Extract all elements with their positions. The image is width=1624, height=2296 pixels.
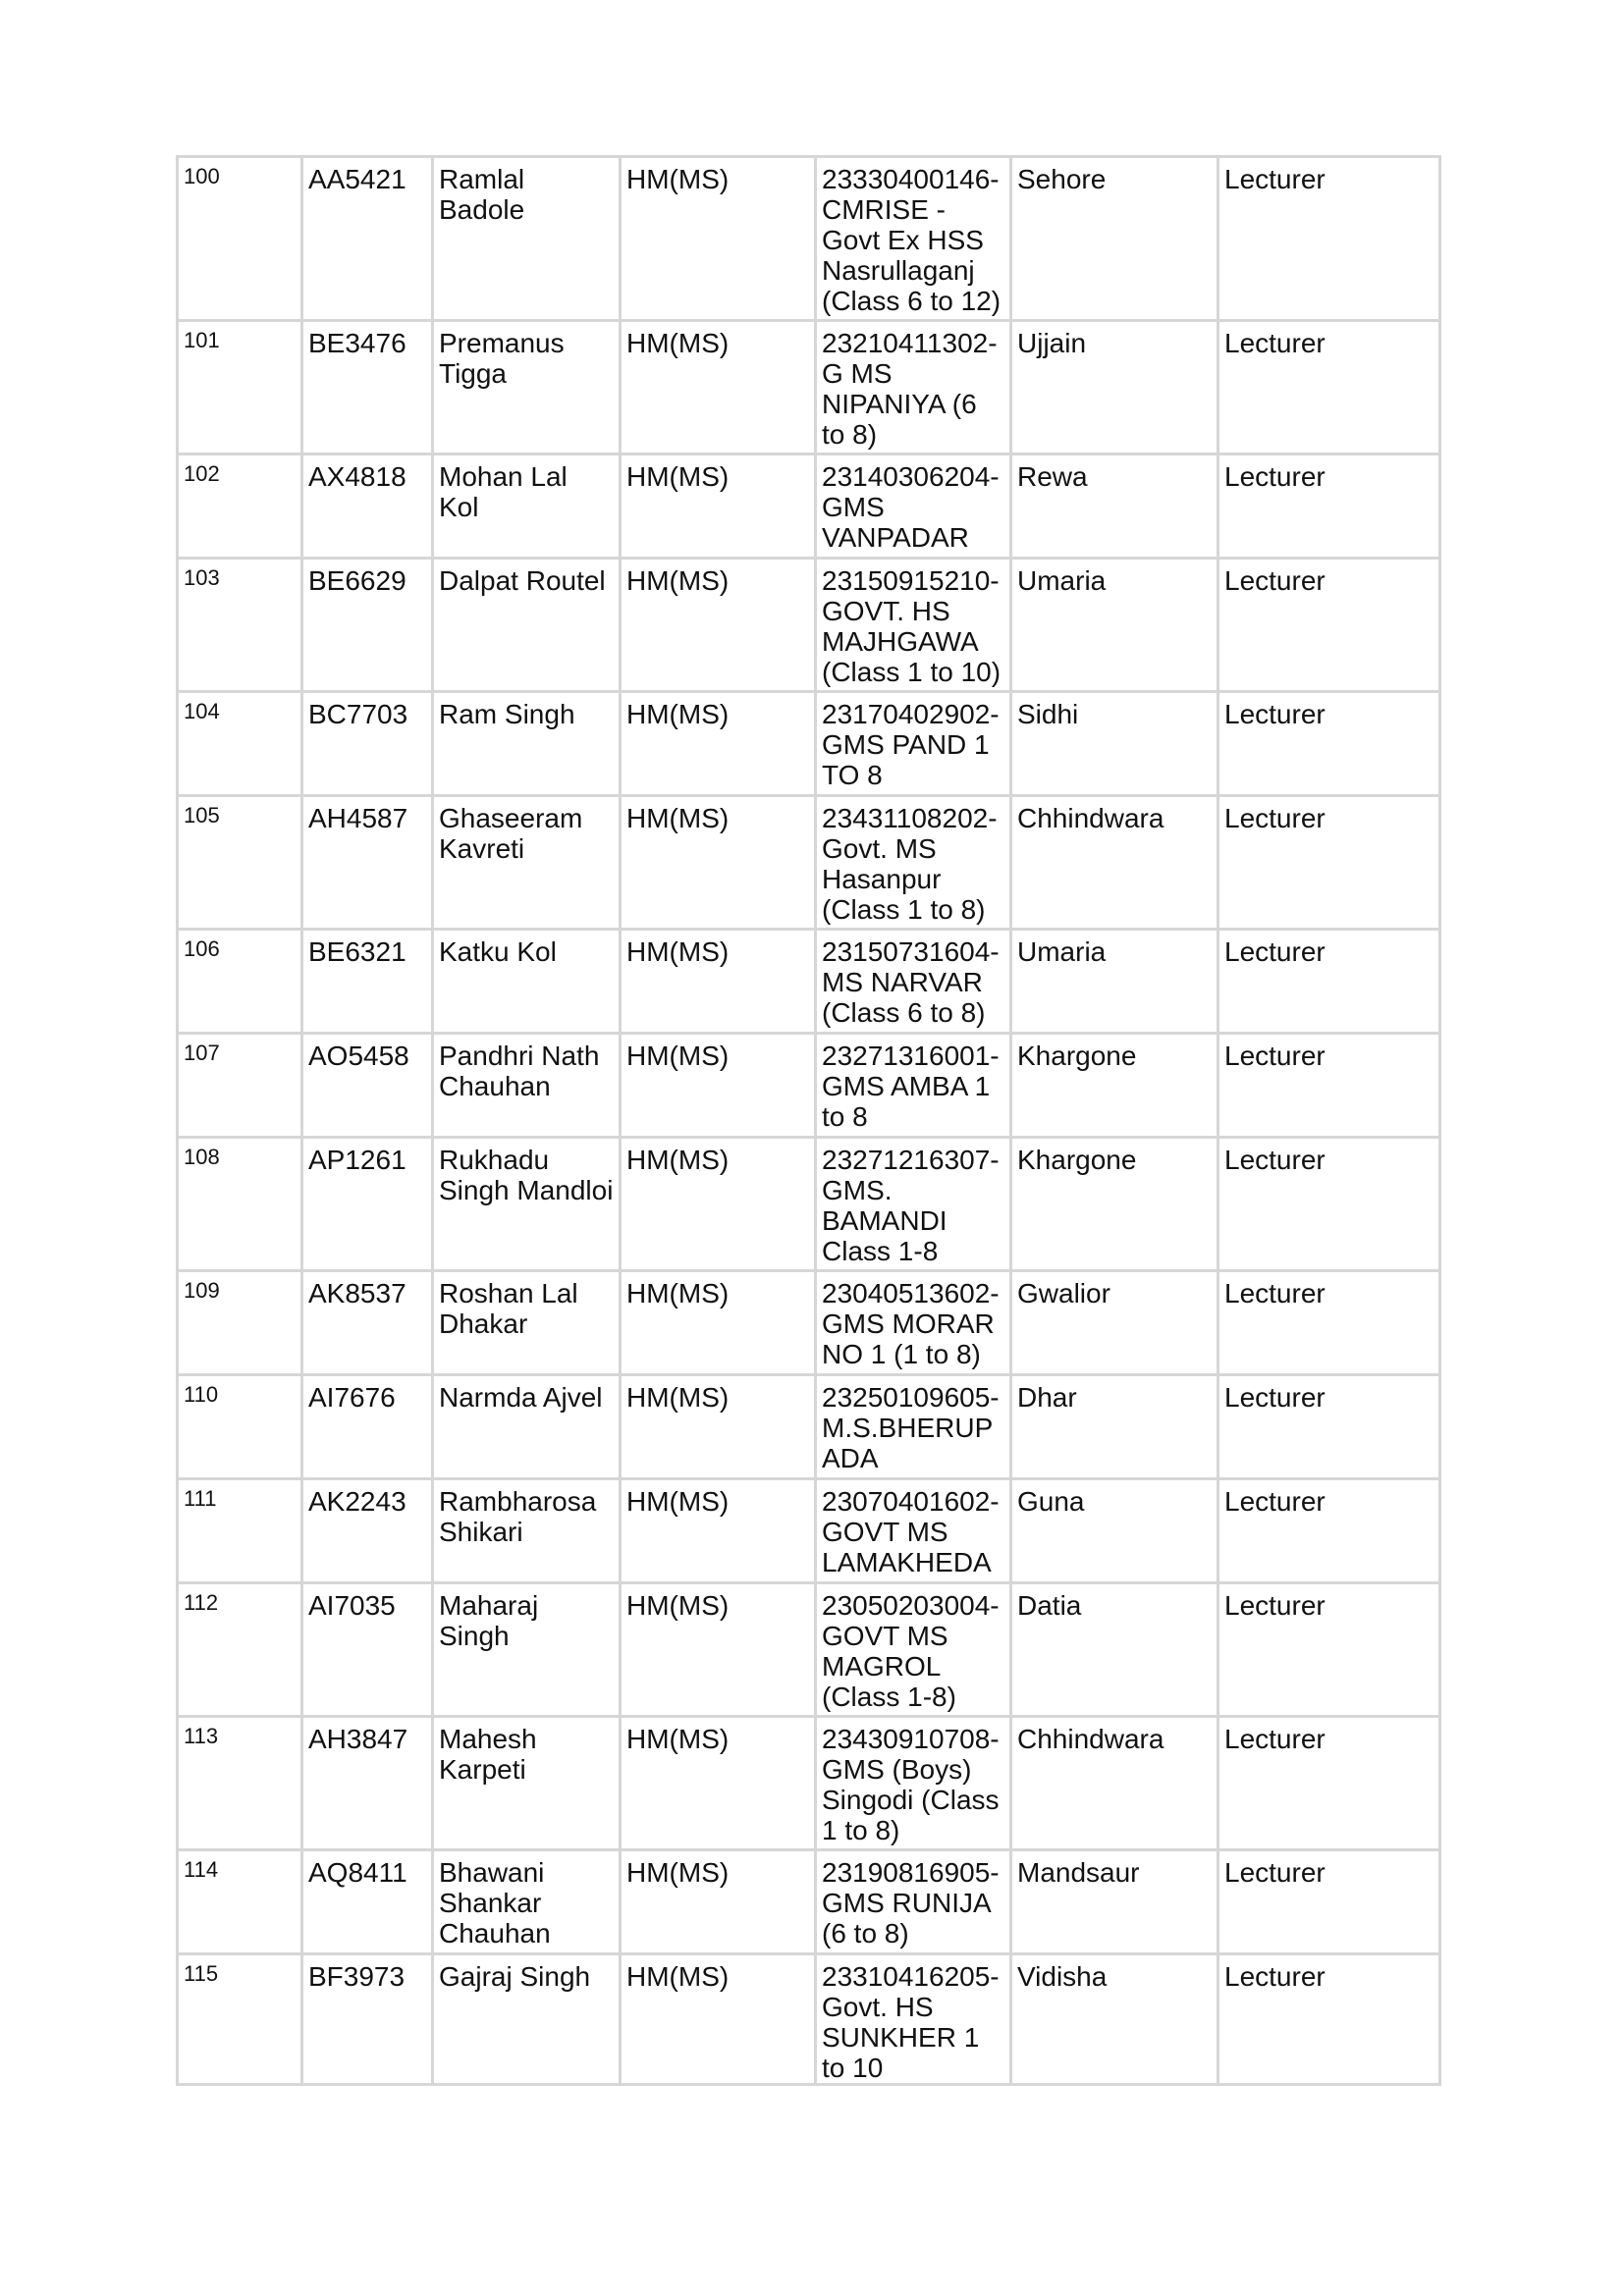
school-cell: 23430910708- GMS (Boys) Singodi (Class 1 to 8) [814,1715,1009,1848]
serial-number-cell: 109 [176,1269,300,1373]
employee-name-cell: Ram Singh [431,690,619,794]
table-row [176,1952,1441,2086]
post-cell: HM(MS) [619,928,814,1032]
employee-name-cell: Ramlal Badole [431,155,619,319]
post-cell: HM(MS) [619,1136,814,1269]
table-row [176,1477,1441,1581]
designation-cell: Lecturer [1217,1477,1441,1581]
district-cell: Chhindwara [1009,794,1217,928]
school-cell: 23271316001- GMS AMBA 1 to 8 [814,1032,1009,1136]
post-cell: HM(MS) [619,557,814,690]
employee-name-cell: Katku Kol [431,928,619,1032]
school-cell: 23431108202- Govt. MS Hasanpur (Class 1 to 8) [814,794,1009,928]
table-row [176,1848,1441,1952]
employee-name-cell: Bhawani Shankar Chauhan [431,1848,619,1952]
designation-cell: Lecturer [1217,1136,1441,1269]
designation-cell: Lecturer [1217,1715,1441,1848]
district-cell: Rewa [1009,453,1217,557]
employee-name-cell: Rambharosa Shikari [431,1477,619,1581]
employee-code-cell: AQ8411 [300,1848,431,1952]
district-cell: Sidhi [1009,690,1217,794]
post-cell: HM(MS) [619,1032,814,1136]
employee-code-cell: BF3973 [300,1952,431,2086]
designation-cell: Lecturer [1217,1269,1441,1373]
district-cell: Khargone [1009,1136,1217,1269]
designation-cell: Lecturer [1217,1581,1441,1715]
school-cell: 23271216307- GMS. BAMANDI Class 1-8 [814,1136,1009,1269]
table-row [176,557,1441,690]
employee-code-cell: AI7035 [300,1581,431,1715]
post-cell: HM(MS) [619,1952,814,2086]
post-cell: HM(MS) [619,794,814,928]
employee-name-cell: Mahesh Karpeti [431,1715,619,1848]
district-cell: Dhar [1009,1373,1217,1477]
school-cell: 23190816905- GMS RUNIJA (6 to 8) [814,1848,1009,1952]
district-cell: Gwalior [1009,1269,1217,1373]
employee-code-cell: AK2243 [300,1477,431,1581]
transfer-list-table [176,155,1441,2086]
school-cell: 23310416205- Govt. HS SUNKHER 1 to 10 [814,1952,1009,2086]
employee-name-cell: Pandhri Nath Chauhan [431,1032,619,1136]
school-cell: 23050203004- GOVT MS MAGROL (Class 1-8) [814,1581,1009,1715]
employee-code-cell: AH3847 [300,1715,431,1848]
district-cell: Chhindwara [1009,1715,1217,1848]
designation-cell: Lecturer [1217,1848,1441,1952]
serial-number-cell: 102 [176,453,300,557]
post-cell: HM(MS) [619,319,814,453]
table-row [176,690,1441,794]
employee-name-cell: Gajraj Singh [431,1952,619,2086]
district-cell: Umaria [1009,557,1217,690]
employee-name-cell: Roshan Lal Dhakar [431,1269,619,1373]
employee-code-cell: AK8537 [300,1269,431,1373]
employee-name-cell: Narmda Ajvel [431,1373,619,1477]
school-cell: 23150731604- MS NARVAR (Class 6 to 8) [814,928,1009,1032]
table-row [176,1269,1441,1373]
table-row [176,1715,1441,1848]
post-cell: HM(MS) [619,1269,814,1373]
designation-cell: Lecturer [1217,453,1441,557]
post-cell: HM(MS) [619,1581,814,1715]
district-cell: Khargone [1009,1032,1217,1136]
employee-code-cell: BC7703 [300,690,431,794]
serial-number-cell: 113 [176,1715,300,1848]
employee-name-cell: Rukhadu Singh Mandloi [431,1136,619,1269]
post-cell: HM(MS) [619,690,814,794]
employee-code-cell: AP1261 [300,1136,431,1269]
employee-code-cell: AH4587 [300,794,431,928]
district-cell: Mandsaur [1009,1848,1217,1952]
serial-number-cell: 104 [176,690,300,794]
table-row [176,794,1441,928]
serial-number-cell: 115 [176,1952,300,2086]
employee-code-cell: AX4818 [300,453,431,557]
designation-cell: Lecturer [1217,557,1441,690]
designation-cell: Lecturer [1217,794,1441,928]
serial-number-cell: 111 [176,1477,300,1581]
post-cell: HM(MS) [619,453,814,557]
school-cell: 23070401602- GOVT MS LAMAKHEDA [814,1477,1009,1581]
employee-code-cell: BE6629 [300,557,431,690]
district-cell: Datia [1009,1581,1217,1715]
school-cell: 23170402902- GMS PAND 1 TO 8 [814,690,1009,794]
employee-code-cell: AI7676 [300,1373,431,1477]
employee-name-cell: Ghaseeram Kavreti [431,794,619,928]
table-row [176,453,1441,557]
designation-cell: Lecturer [1217,155,1441,319]
table-row [176,155,1441,319]
serial-number-cell: 103 [176,557,300,690]
employee-name-cell: Mohan Lal Kol [431,453,619,557]
table-row [176,1032,1441,1136]
post-cell: HM(MS) [619,1715,814,1848]
table-row [176,319,1441,453]
serial-number-cell: 101 [176,319,300,453]
table-row [176,1373,1441,1477]
table-body [176,155,1441,2086]
district-cell: Vidisha [1009,1952,1217,2086]
employee-code-cell: BE3476 [300,319,431,453]
post-cell: HM(MS) [619,1848,814,1952]
school-cell: 23330400146- CMRISE - Govt Ex HSS Nasrullaganj (Class 6 to 12) [814,155,1009,319]
serial-number-cell: 110 [176,1373,300,1477]
employee-name-cell: Premanus Tigga [431,319,619,453]
post-cell: HM(MS) [619,155,814,319]
serial-number-cell: 106 [176,928,300,1032]
employee-code-cell: BE6321 [300,928,431,1032]
serial-number-cell: 105 [176,794,300,928]
school-cell: 23210411302- G MS NIPANIYA (6 to 8) [814,319,1009,453]
serial-number-cell: 107 [176,1032,300,1136]
serial-number-cell: 112 [176,1581,300,1715]
post-cell: HM(MS) [619,1477,814,1581]
employee-name-cell: Dalpat Routel [431,557,619,690]
school-cell: 23040513602- GMS MORAR NO 1 (1 to 8) [814,1269,1009,1373]
school-cell: 23150915210- GOVT. HS MAJHGAWA (Class 1 to 10) [814,557,1009,690]
district-cell: Sehore [1009,155,1217,319]
district-cell: Guna [1009,1477,1217,1581]
table-row [176,1136,1441,1269]
district-cell: Umaria [1009,928,1217,1032]
school-cell: 23140306204- GMS VANPADAR [814,453,1009,557]
serial-number-cell: 108 [176,1136,300,1269]
employee-name-cell: Maharaj Singh [431,1581,619,1715]
table-row [176,928,1441,1032]
table-row [176,1581,1441,1715]
serial-number-cell: 100 [176,155,300,319]
post-cell: HM(MS) [619,1373,814,1477]
serial-number-cell: 114 [176,1848,300,1952]
employee-code-cell: AA5421 [300,155,431,319]
designation-cell: Lecturer [1217,319,1441,453]
designation-cell: Lecturer [1217,928,1441,1032]
designation-cell: Lecturer [1217,690,1441,794]
employee-code-cell: AO5458 [300,1032,431,1136]
school-cell: 23250109605- M.S.BHERUP ADA [814,1373,1009,1477]
designation-cell: Lecturer [1217,1032,1441,1136]
designation-cell: Lecturer [1217,1373,1441,1477]
district-cell: Ujjain [1009,319,1217,453]
designation-cell: Lecturer [1217,1952,1441,2086]
